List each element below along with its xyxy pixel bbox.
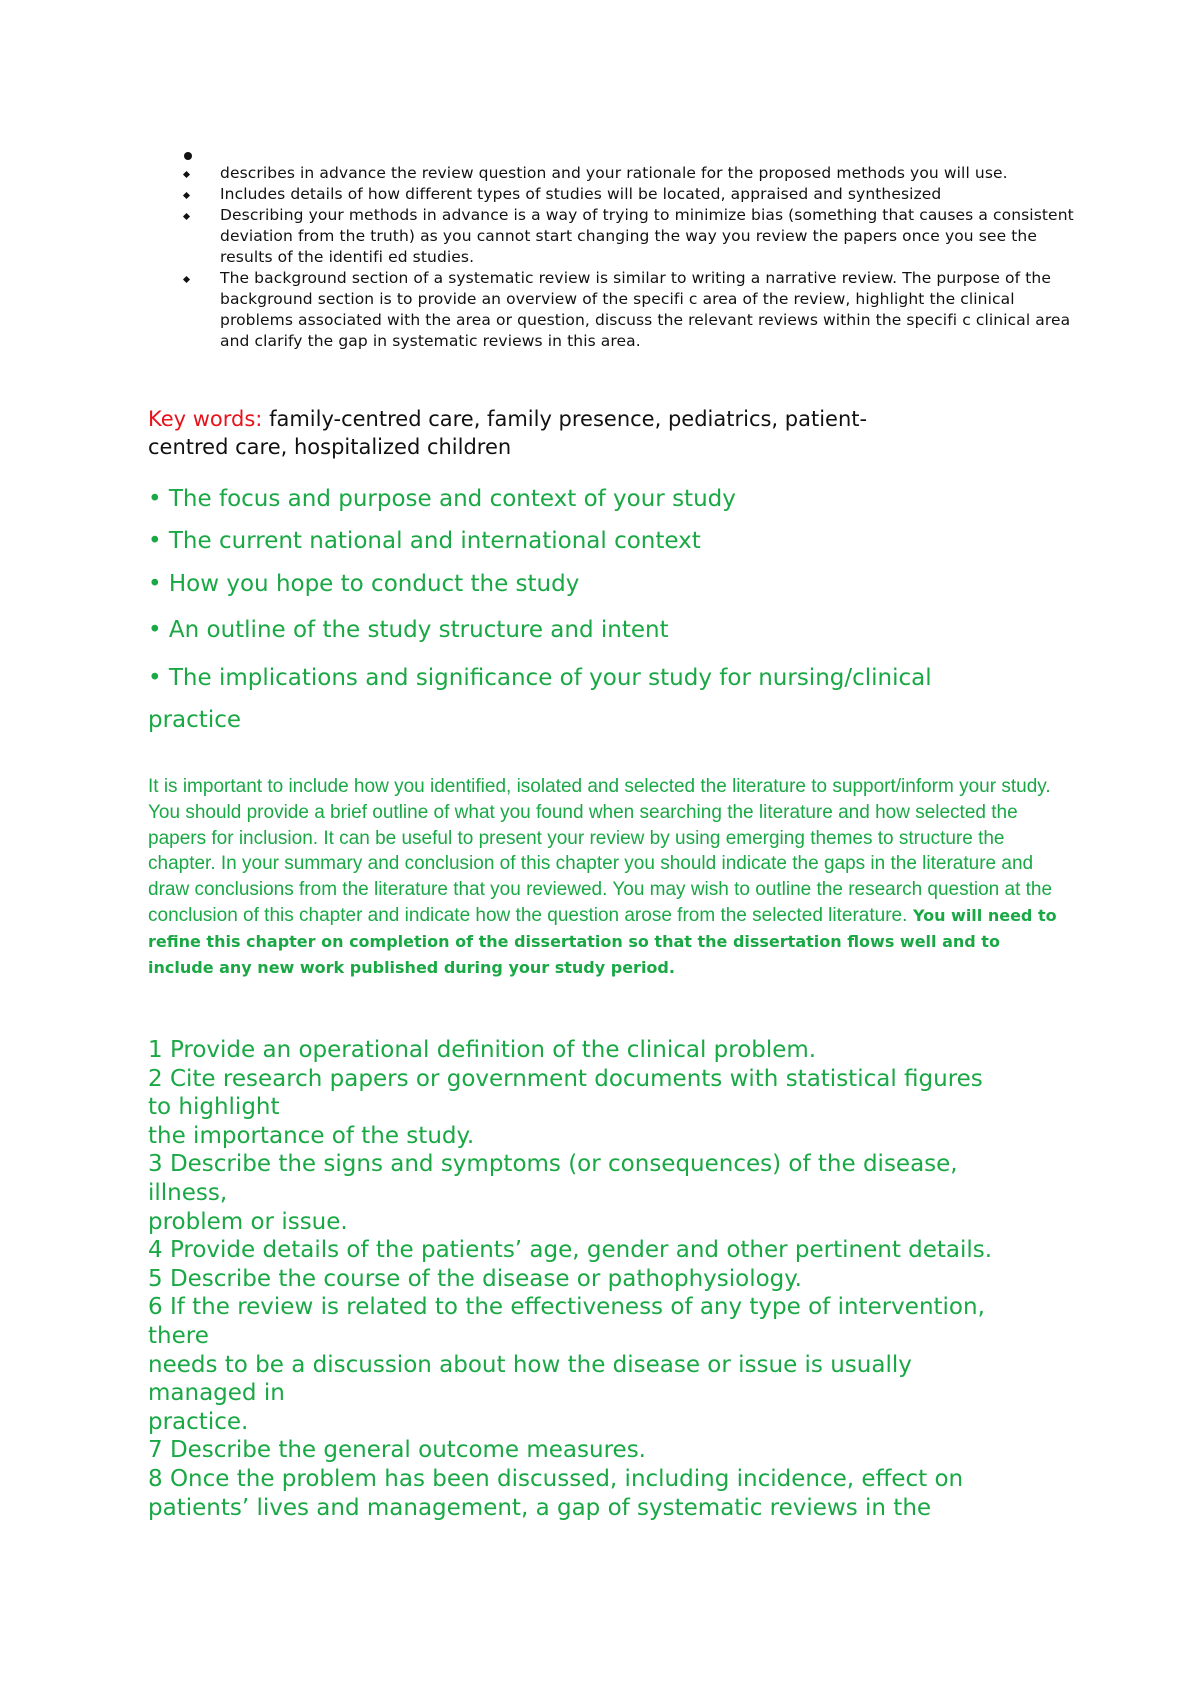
list-item: needs to be a discussion about how the disease or issue is usually [148, 1351, 912, 1378]
bullet-icon [184, 152, 192, 160]
keywords-line-1: family-centred care, family presence, pediatrics, patient- [262, 407, 868, 431]
list-item [148, 163, 1078, 184]
literature-paragraph [148, 774, 1068, 980]
bullet-icon [183, 276, 190, 283]
bullet-icon [183, 171, 190, 178]
list-item [148, 205, 1078, 268]
conduct-item: • How you hope to conduct the study [148, 571, 580, 597]
bullet-icon [183, 192, 190, 199]
list-item: patients’ lives and management, a gap of systematic reviews in the [148, 1494, 932, 1521]
paragraph-main: It is important to include how you identified, isolated and selected the literature to support/inform your study. You should provide a brief outline of what you found when searching the literature and how selected the papers for inclusion. It can be useful to present your review by using emerging themes to structure the chapter. In your summary and conclusion of this chapter you should indicate the gaps in the literature and draw conclusions from the literature that you reviewed. You may wish to outline the research question at the conclusion of this chapter and indicate how the question arose from the selected literature. [148, 776, 1053, 926]
list-item: managed in [148, 1380, 285, 1407]
list-item: problem or issue. [148, 1208, 348, 1235]
implications-item: • The implications and significance of your study for nursing/clinical [148, 665, 932, 691]
bullet-list [148, 141, 1078, 352]
list-item: the importance of the study. [148, 1122, 475, 1149]
list-item: 2 Cite research papers or government documents with statistical figures [148, 1065, 983, 1092]
list-item: 4 Provide details of the patients’ age, gender and other pertinent details. [148, 1237, 993, 1264]
list-item: there [148, 1322, 209, 1349]
bullet-text: Describing your methods in advance is a way of trying to minimize bias (something that causes a consistent deviation from the truth) as you cannot start changing the way you review the papers once you see the results of the identifi ed studies. [220, 206, 1074, 266]
list-item: 7 Describe the general outcome measures. [148, 1437, 646, 1464]
context-item: • The current national and international context [148, 528, 701, 554]
list-item: 8 Once the problem has been discussed, including incidence, effect on [148, 1465, 964, 1492]
list-item: practice. [148, 1408, 249, 1435]
outline-item: • An outline of the study structure and intent [148, 617, 669, 643]
bullet-text: Includes details of how different types of studies will be located, appraised and synthesized [220, 185, 942, 203]
paragraph-tail: You will need to refine this chapter on completion of the dissertation so that the dissertation flows well and to include any new work published during your study period. [148, 905, 1057, 977]
keywords-line-2: centred care, hospitalized children [148, 435, 512, 459]
bullet-text: The background section of a systematic review is similar to writing a narrative review. The purpose of the background section is to provide an overview of the specifi c area of the review, highlight the clinical problems associated with the area or question, discuss the relevant reviews within the specifi c clinical area and clarify the gap in systematic reviews in this area. [220, 269, 1071, 350]
keywords-label: Key words: [148, 407, 263, 431]
focus-item: • The focus and purpose and context of your study [148, 486, 736, 512]
list-item [148, 184, 1078, 205]
list-item: to highlight [148, 1094, 280, 1121]
list-item: 5 Describe the course of the disease or pathophysiology. [148, 1265, 802, 1292]
list-item [148, 141, 1078, 163]
list-item: 3 Describe the signs and symptoms (or consequences) of the disease, [148, 1151, 958, 1178]
bullet-icon [183, 213, 190, 220]
list-item: illness, [148, 1179, 228, 1206]
numbered-list [148, 1036, 1068, 1522]
bullet-text: describes in advance the review question and your rationale for the proposed methods you will use. [220, 164, 1008, 182]
list-item: 6 If the review is related to the effectiveness of any type of intervention, [148, 1294, 985, 1321]
implications-item-cont: practice [148, 707, 241, 733]
list-item: 1 Provide an operational definition of the clinical problem. [148, 1037, 817, 1063]
keywords [148, 405, 1028, 461]
list-item [148, 268, 1078, 352]
